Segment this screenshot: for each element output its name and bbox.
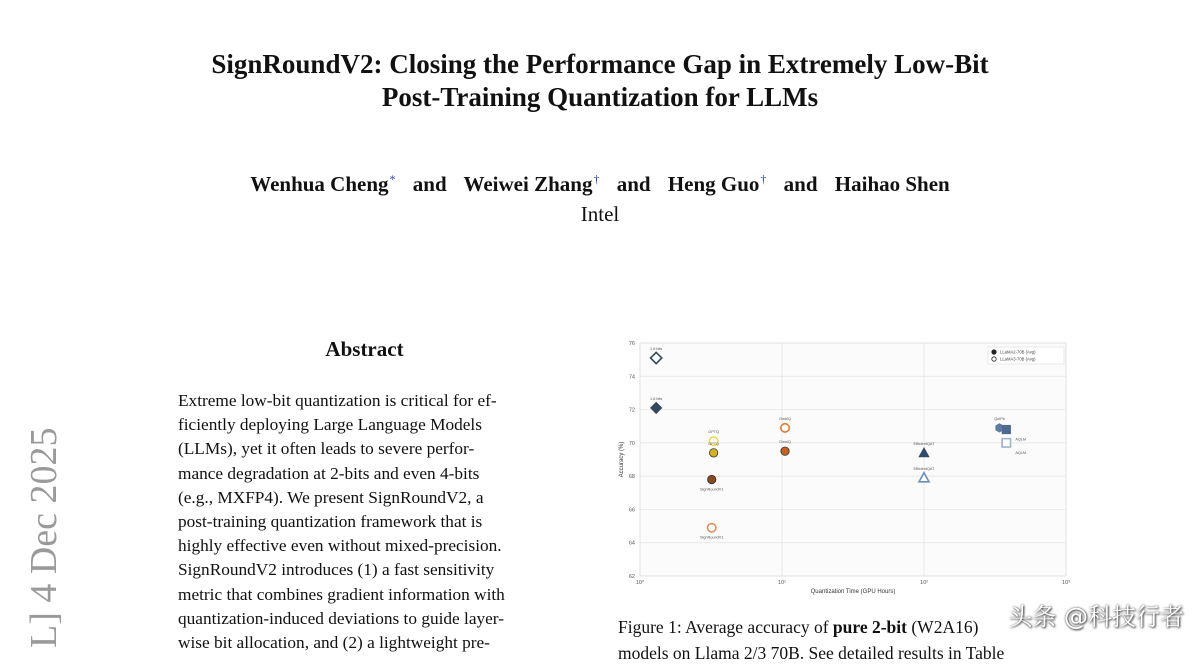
y-tick-label: 76 (628, 341, 635, 347)
abstract-line: metric that combines gradient information with (178, 584, 505, 604)
abstract-line: (e.g., MXFP4). We present SignRoundV2, a (178, 487, 484, 507)
scatter-chart (614, 335, 1074, 597)
point-label: 1.6 bits (650, 396, 663, 401)
legend-marker (992, 357, 996, 361)
title-line-2: Post-Training Quantization for LLMs (381, 82, 819, 112)
watermark-text: 头条 @科技行者 (1008, 603, 1184, 631)
abstract-body (178, 389, 551, 653)
data-point (1002, 439, 1010, 447)
abstract-line: ficiently deploying Large Language Models (178, 415, 482, 435)
data-point (708, 475, 716, 483)
author-separator: and (616, 172, 651, 196)
x-tick-label: 10² (920, 580, 928, 586)
abstract-line: quantization-induced deviations to guide layer- (178, 608, 504, 628)
abstract-line: Extreme low-bit quantization is critical for ef- (178, 391, 497, 410)
x-tick-label: 10³ (1062, 580, 1070, 586)
title-line-1: SignRoundV2: Closing the Performance Gap in Extremely Low-Bit (211, 49, 989, 79)
abstract-line: highly effective even without mixed-precision. (178, 536, 502, 556)
author-name: Weiwei Zhang (463, 172, 593, 196)
y-tick-label: 66 (628, 507, 635, 514)
arxiv-stamp-text: L] 4 Dec 2025 (23, 427, 65, 648)
author-name: Haihao Shen (834, 172, 950, 196)
point-label: QuIP# (994, 416, 1005, 421)
caption-bold: pure 2-bit (832, 617, 907, 637)
point-label: OmniQ (778, 416, 792, 421)
abstract-line: wise bit allocation, and (2) a lightweight pre- (178, 633, 490, 653)
figure-1 (614, 335, 1074, 597)
point-label: EfficientQAT (913, 466, 935, 471)
y-tick-label: 68 (628, 474, 635, 481)
point-label: AQLM (1015, 437, 1027, 442)
y-tick-label: 62 (628, 574, 635, 580)
data-point (781, 424, 789, 432)
point-label: GPTQ (708, 441, 720, 446)
y-axis-label: Accuracy (%) (619, 441, 625, 478)
abstract-line: SignRoundV2 introduces (1) a fast sensitivity (178, 560, 495, 580)
paper-title (0, 48, 1200, 114)
author-name: Wenhua Cheng (250, 172, 389, 196)
y-tick-label: 74 (628, 374, 635, 381)
data-point (1002, 425, 1010, 433)
x-tick-label: 10¹ (778, 580, 786, 586)
legend-marker (992, 350, 996, 354)
caption-suffix: (W2A16) (906, 617, 979, 637)
author-list (0, 172, 1200, 197)
author-name: Heng Guo (667, 172, 760, 196)
x-axis-label: Quantization Time (GPU Hours) (810, 589, 896, 595)
data-point (781, 447, 789, 455)
author-mark: † (593, 172, 600, 186)
abstract-line: post-training quantization framework that is (178, 512, 483, 532)
legend-label: LLaMA3-70B (Avg) (1000, 356, 1036, 362)
caption-prefix: Figure 1: Average accuracy of (618, 617, 833, 637)
author-mark: * (389, 172, 396, 186)
caption-line-2: models on Llama 2/3 70B. See detailed results in Table (618, 643, 1005, 663)
abstract-heading: Abstract (325, 337, 404, 361)
author-mark: † (760, 172, 767, 186)
plot-area (640, 343, 1066, 576)
abstract-line: (LLMs), yet it often leads to severe perfor- (178, 439, 475, 459)
y-tick-label: 64 (628, 540, 635, 547)
point-label: AQLM (1015, 450, 1027, 455)
y-tick-label: 72 (628, 407, 635, 414)
legend-label: LLaMA2-70B (Avg) (1000, 349, 1036, 355)
author-separator: and (412, 172, 447, 196)
point-label: 1.6 bits (650, 346, 663, 351)
point-label: EfficientQAT (913, 441, 935, 446)
data-point (709, 449, 717, 457)
author-separator: and (783, 172, 818, 196)
point-label: SignRoundV1 (700, 535, 724, 540)
affiliation: Intel (580, 202, 620, 226)
point-label: OmniQ (778, 440, 792, 445)
y-tick-label: 70 (628, 440, 635, 447)
arxiv-stamp (18, 400, 78, 648)
point-label: SignRoundV1 (700, 487, 724, 492)
point-label: GPTQ (708, 430, 720, 435)
x-tick-label: 10⁰ (635, 580, 645, 586)
data-point (708, 524, 716, 532)
abstract-line: mance degradation at 2-bits and even 4-bits (178, 463, 480, 483)
